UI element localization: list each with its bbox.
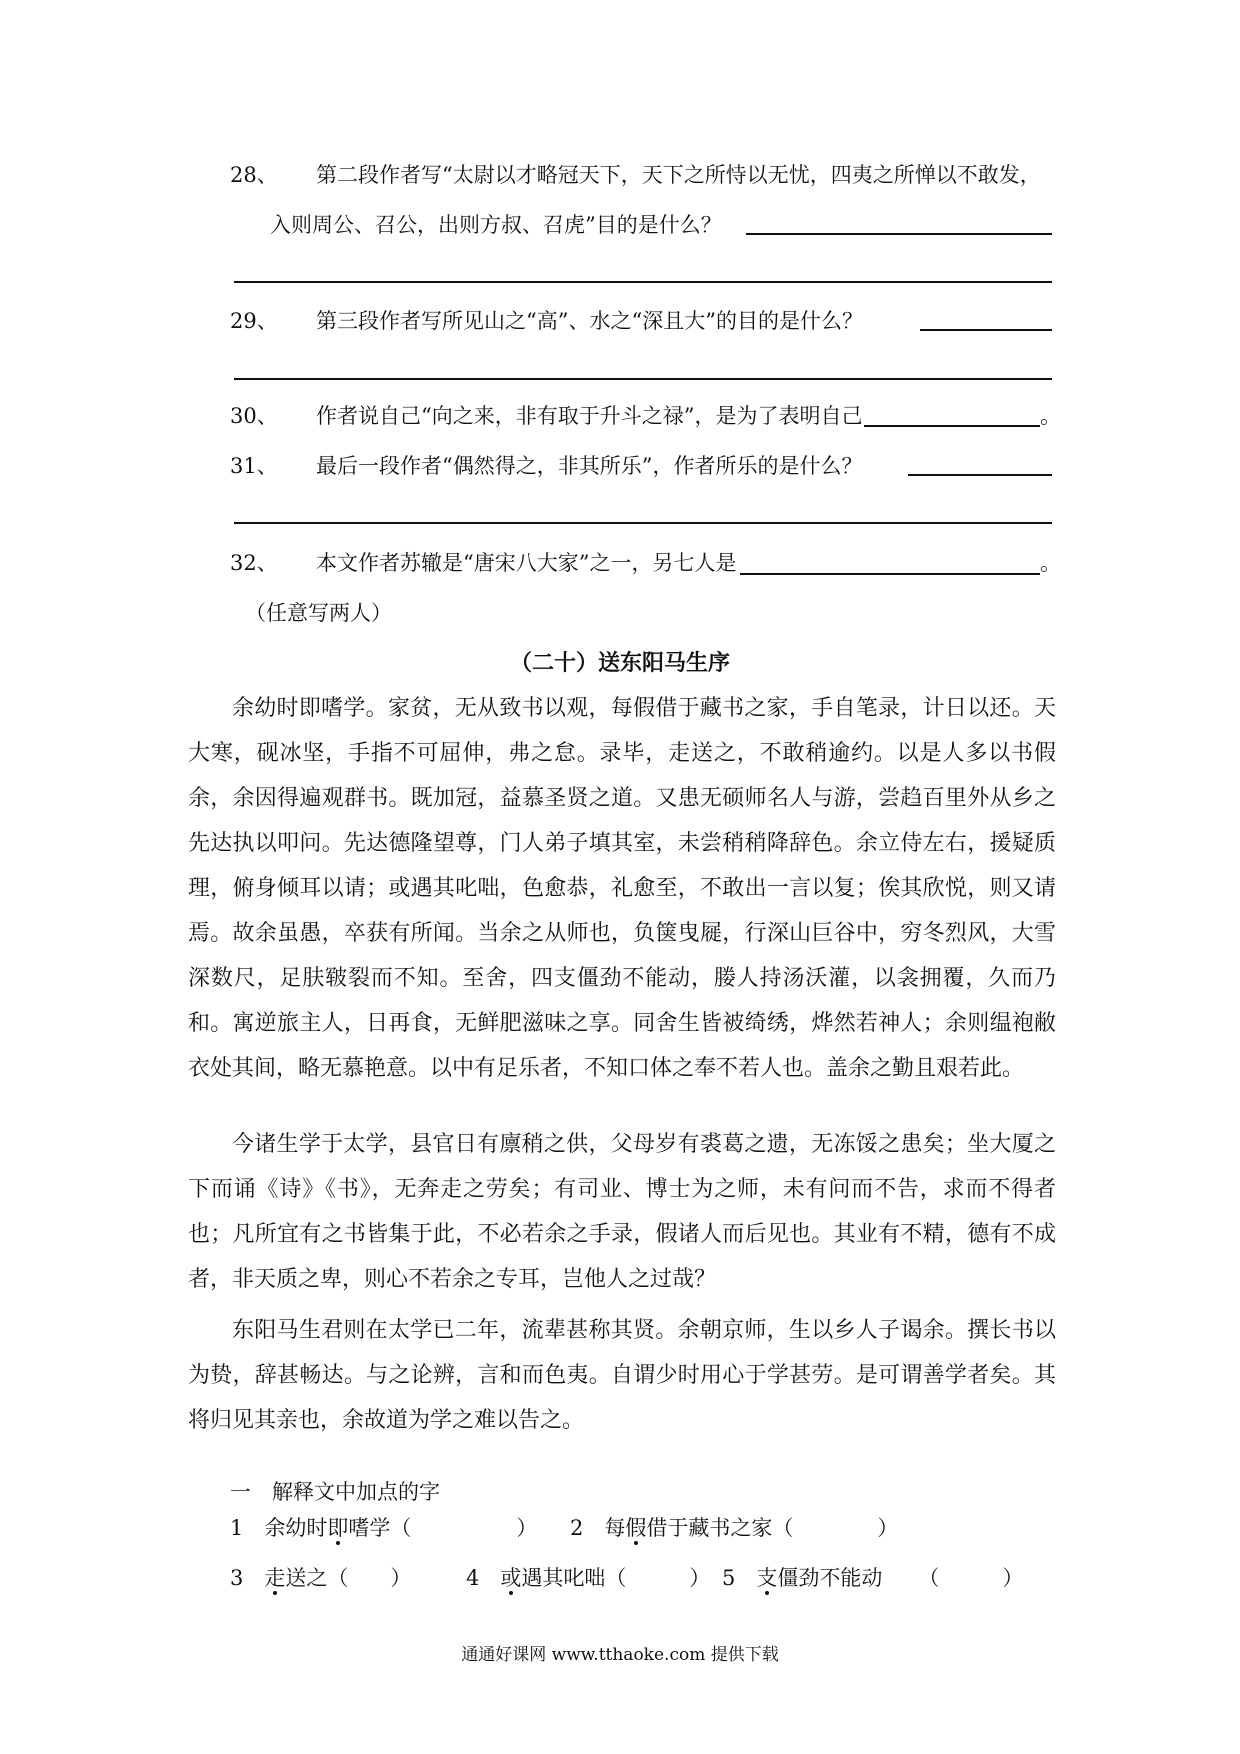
- question-note: （任意写两人）: [245, 601, 392, 625]
- page-footer: 通通好课网 www.tthaoke.com 提供下载: [461, 1645, 779, 1665]
- article-paragraph-1: 余幼时即嗜学。家贫，无从致书以观，每假借于藏书之家，手自笔录，计日以还。天大寒，砚冰坚，手指不可屈伸，弗之怠。录毕，走送之，不敢稍逾约。以是人多以书假余，余因得遍观群书。既加冠，益慕圣贤之道。又患无硕师名人与游，尝趋百里外从乡之先达执以叩问。先达德隆望尊，门人弟子填其室，未尝稍稍降辞色。余立侍左右，援疑质理，俯身倾耳以请；或遇其叱咄，色愈恭，礼愈至，不敢出一言以复；俟其欣悦，则又请焉。故余虽愚，卒获有所闻。当余之从师也，负箧曳屣，行深山巨谷中，穷冬烈风，大雪深数尺，足肤皲裂而不知。至舍，四支僵劲不能动，媵人持汤沃灌，以衾拥覆，久而乃和。寓逆旅主人，日再食，无鲜肥滋味之享。同舍生皆被绮绣，烨然若神人；余则缊袍敝衣处其间，略无慕艳意。以中有足乐者，不知口体之奉不若人也。盖余之勤且艰若此。: [188, 696, 1056, 1081]
- item-pre: 余幼时: [264, 1516, 328, 1540]
- article-paragraph-2: 今诸生学于太学，县官日有廪稍之供，父母岁有裘葛之遗，无冻馁之患矣；坐大厦之下而诵《诗》《书》，无奔走之劳矣；有司业、博士为之师，未有问而不告，求而不得者也；凡所宜有之书皆集于此，不必若余之手录，假诸人而后见也。其业有不精，德有不成者，非天质之卑，则心不若余之专耳，岂他人之过哉？: [188, 1132, 1056, 1292]
- dotted-character: 走: [264, 1566, 286, 1590]
- question-number: 31、: [230, 454, 278, 478]
- question-number: 28、: [230, 163, 278, 187]
- dotted-character: 即: [327, 1516, 349, 1540]
- question-number: 29、: [230, 309, 278, 333]
- item-number: 3: [230, 1566, 244, 1590]
- answer-line[interactable]: [864, 425, 1040, 427]
- item-post: 借于藏书之家: [646, 1516, 773, 1540]
- exercise-heading: 一 解释文中加点的字: [230, 1480, 440, 1504]
- question-number: 30、: [230, 404, 278, 428]
- question-number: 32、: [230, 551, 278, 575]
- answer-parentheses[interactable]: （ ）: [327, 1566, 412, 1590]
- dotted-character: 假: [625, 1516, 647, 1540]
- item-post: 送之: [285, 1566, 328, 1590]
- item-number: 4: [466, 1566, 480, 1590]
- item-post: 嗜学: [348, 1516, 391, 1540]
- item-post: 遇其叱咄: [521, 1566, 606, 1590]
- answer-line[interactable]: [740, 573, 1040, 575]
- answer-line[interactable]: [920, 329, 1052, 331]
- answer-parentheses[interactable]: （ ）: [918, 1566, 1024, 1590]
- answer-line[interactable]: [234, 281, 1052, 283]
- item-post: 僵劲不能动: [777, 1566, 883, 1590]
- answer-line[interactable]: [234, 378, 1052, 380]
- answer-parentheses[interactable]: （ ）: [605, 1566, 711, 1590]
- question-text: 第二段作者写“太尉以才略冠天下，天下之所恃以无忧，四夷之所惮以不敢发，: [316, 163, 1041, 187]
- answer-parentheses[interactable]: （ ）: [772, 1516, 899, 1540]
- item-number: 2: [570, 1516, 584, 1540]
- dotted-character: 支: [756, 1566, 778, 1590]
- question-28-line2: 入则周公、召公，出则方叔、召虎”目的是什么？: [270, 213, 722, 237]
- answer-line[interactable]: [908, 474, 1052, 476]
- item-number: 1: [230, 1516, 244, 1540]
- answer-line[interactable]: [234, 522, 1052, 524]
- answer-line[interactable]: [746, 233, 1052, 235]
- exercise-item-3: [230, 1562, 411, 1592]
- question-text: 最后一段作者“偶然得之，非其所乐”，作者所乐的是什么？: [316, 454, 863, 478]
- question-end: 。: [1040, 404, 1061, 428]
- item-number: 5: [722, 1566, 736, 1590]
- exercise-item-2: [570, 1512, 898, 1542]
- article-title: （二十）送东阳马生序: [509, 650, 730, 676]
- question-text: 作者说自己“向之来，非有取于升斗之禄”，是为了表明自己: [316, 404, 863, 428]
- item-pre: 每: [604, 1516, 626, 1540]
- exercise-item-1: [230, 1512, 537, 1542]
- question-text: 本文作者苏辙是“唐宋八大家”之一，另七人是: [316, 551, 737, 575]
- dotted-character: 或: [500, 1566, 522, 1590]
- question-end: 。: [1040, 551, 1061, 575]
- exercise-item-5: [722, 1562, 1023, 1592]
- article-paragraph-3: 东阳马生君则在太学已二年，流辈甚称其贤。余朝京师，生以乡人子谒余。撰长书以为贽，辞甚畅达。与之论辨，言和而色夷。自谓少时用心于学甚劳。是可谓善学者矣。其将归见其亲也，余故道为学之难以告之。: [188, 1318, 1056, 1433]
- answer-parentheses[interactable]: （ ）: [390, 1516, 538, 1540]
- exercise-item-4: [466, 1562, 710, 1592]
- question-text: 第三段作者写所见山之“高”、水之“深且大”的目的是什么？: [316, 309, 863, 333]
